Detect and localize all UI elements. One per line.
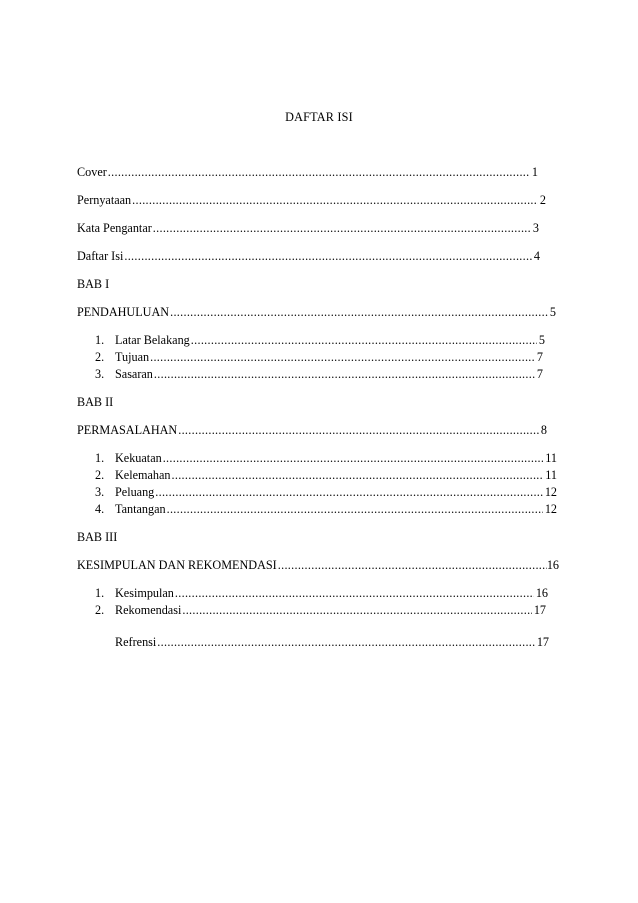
item-number: 3. [95,485,105,499]
toc-sub-entry [95,484,557,500]
toc-page-number: 12 [544,485,557,499]
toc-page-number: 11 [545,451,557,465]
item-number: 3. [95,367,105,381]
toc-leader [182,602,531,618]
toc-leader [108,164,530,180]
toc-entry-pernyataan [77,192,546,208]
toc-leader [191,332,537,348]
toc-entry-cover [77,164,538,180]
toc-entry-chapter [77,422,547,438]
toc-page-number: 11 [545,468,557,482]
item-number: 2. [95,603,105,617]
toc-leader [124,248,532,264]
toc-label: Kekuatan [115,451,162,465]
toc-leader [172,467,544,483]
toc-sub-entry [95,585,548,601]
toc-entry-refrensi [115,634,549,650]
toc-page-number: 12 [544,502,557,516]
toc-label: KESIMPULAN DAN REKOMENDASI [77,558,277,572]
toc-entry-chapter [77,304,556,320]
toc-leader [132,192,538,208]
toc-page-number: 17 [536,635,549,649]
toc-page-number: 8 [540,423,547,437]
bab-heading: BAB II [77,395,114,409]
toc-leader [167,501,543,517]
toc-label: Tujuan [115,350,150,364]
toc-label: Sasaran [115,367,153,381]
toc-sub-entry [95,332,545,348]
bab-heading: BAB I [77,277,110,291]
toc-label: PENDAHULUAN [77,305,170,319]
toc-label: Refrensi [115,635,157,649]
toc-leader [154,366,535,382]
toc-page-number: 16 [546,558,559,572]
toc-entry-daftar-isi [77,248,540,264]
item-number: 1. [95,586,105,600]
toc-page-number: 5 [538,333,545,347]
toc-leader [170,304,548,320]
toc-leader [153,220,531,236]
toc-label: Kata Pengantar [77,221,152,235]
toc-entry-kata-pengantar [77,220,539,236]
toc-page-number: 7 [536,350,543,364]
toc-page-number: 7 [536,367,543,381]
toc-page-number: 17 [533,603,546,617]
item-number: 2. [95,350,105,364]
toc-entry-chapter [77,557,559,573]
toc-page-number: 2 [539,193,546,207]
toc-label: Cover [77,165,107,179]
item-number: 1. [95,451,105,465]
toc-label: Pernyataan [77,193,132,207]
item-number: 1. [95,333,105,347]
toc-sub-entry [95,366,543,382]
toc-label: Peluang [115,485,155,499]
toc-page-number: 4 [533,249,540,263]
toc-page-number: 1 [531,165,538,179]
toc-label: Rekomendasi [115,603,182,617]
toc-label: Tantangan [115,502,166,516]
toc-sub-entry [95,501,557,517]
item-number: 4. [95,502,105,516]
item-number: 2. [95,468,105,482]
toc-label: Kesimpulan [115,586,174,600]
toc-leader [150,349,535,365]
toc-label: Kelemahan [115,468,171,482]
toc-leader [278,557,547,573]
toc-label: Latar Belakang [115,333,190,347]
bab-heading: BAB III [77,530,118,544]
toc-page-number: 5 [549,305,556,319]
toc-label: Daftar Isi [77,249,124,263]
toc-leader [178,422,539,438]
toc-label: PERMASALAHAN [77,423,178,437]
toc-leader [155,484,543,500]
toc-leader [163,450,544,466]
toc-page-number: 16 [535,586,548,600]
page-title: DAFTAR ISI [285,110,353,124]
toc-sub-entry [95,602,546,618]
toc-page-number: 3 [532,221,539,235]
toc-sub-entry [95,349,543,365]
toc-leader [157,634,535,650]
toc-sub-entry [95,467,557,483]
toc-leader [175,585,534,601]
toc-sub-entry [95,450,557,466]
